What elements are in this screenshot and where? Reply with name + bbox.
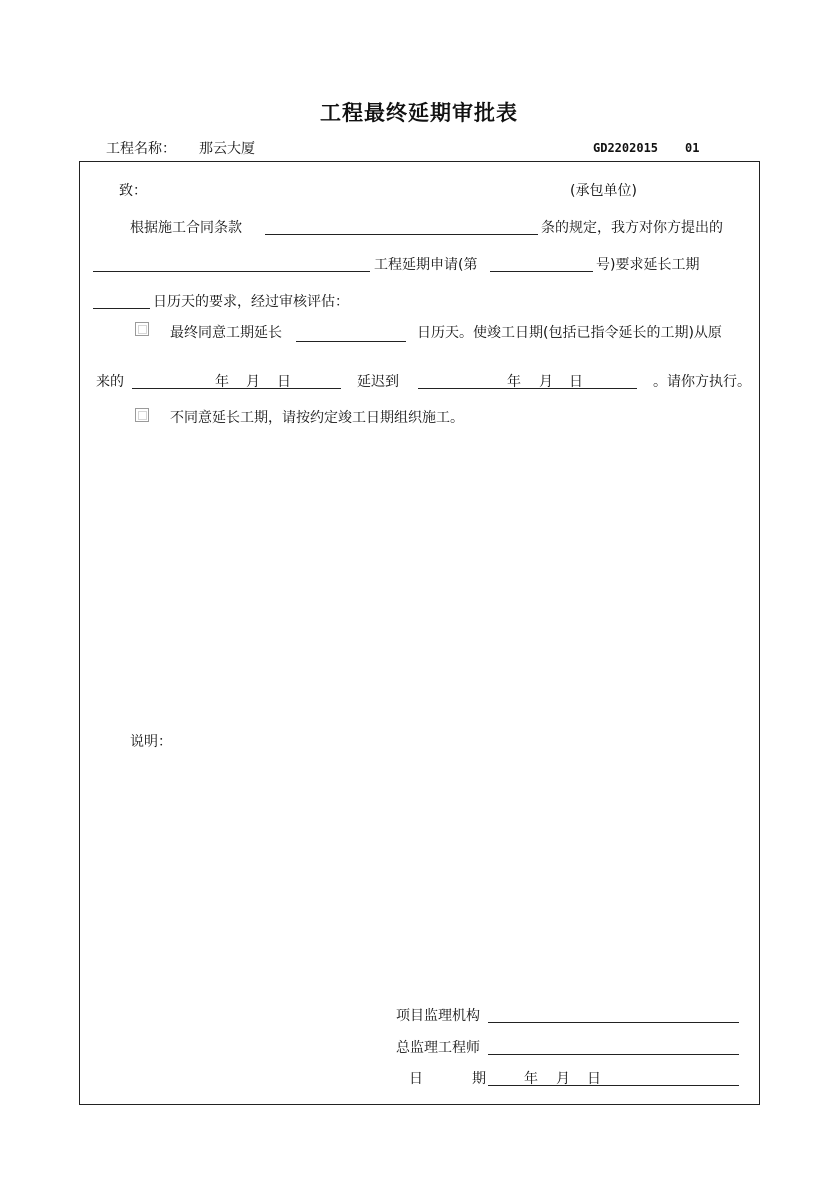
agree-checkbox[interactable]	[135, 322, 149, 336]
disagree-checkbox[interactable]	[135, 408, 149, 422]
delayed-to-label: 延迟到	[357, 374, 399, 390]
contract-clause-blank[interactable]	[265, 234, 538, 235]
new-date-year: 年	[507, 374, 521, 390]
project-name-label: 工程名称：	[106, 141, 176, 157]
requested-days-blank[interactable]	[93, 308, 150, 309]
execute-text: 。请你方执行。	[653, 374, 751, 390]
supervision-org-blank[interactable]	[488, 1022, 739, 1023]
disagree-text: 不同意延长工期，请按约定竣工日期组织施工。	[170, 410, 464, 426]
contract-clause-suffix: 条的规定，我方对你方提出的	[541, 220, 723, 236]
agree-prefix: 最终同意工期延长	[170, 325, 282, 341]
contractor-label: (承包单位)	[570, 183, 637, 199]
new-date-day: 日	[569, 374, 583, 390]
contract-clause-prefix: 根据施工合同条款	[130, 220, 242, 236]
extension-request-label: 工程延期申请(第	[374, 257, 478, 273]
sign-date-label-1: 日	[409, 1071, 423, 1087]
request-number-blank[interactable]	[490, 271, 593, 272]
form-code: GD2202015	[593, 141, 659, 155]
sign-date-year: 年	[524, 1071, 538, 1087]
form-serial: 01	[685, 141, 700, 155]
sign-date-day: 日	[587, 1071, 601, 1087]
new-date-blank[interactable]	[418, 388, 637, 389]
project-blank[interactable]	[93, 271, 370, 272]
evaluation-text: 日历天的要求，经过审核评估：	[153, 294, 349, 310]
to-label: 致：	[119, 183, 147, 199]
agree-suffix: 日历天。使竣工日期(包括已指令延长的工期)从原	[417, 325, 722, 341]
approved-days-blank[interactable]	[296, 341, 406, 342]
extension-request-suffix: 号)要求延长工期	[596, 257, 700, 273]
sign-date-month: 月	[556, 1071, 570, 1087]
original-date-blank[interactable]	[132, 388, 341, 389]
page-title: 工程最终延期审批表	[320, 100, 518, 125]
remarks-label: 说明：	[130, 734, 172, 750]
original-date-day: 日	[277, 374, 291, 390]
original-from-label: 来的	[96, 374, 124, 390]
original-date-month: 月	[246, 374, 260, 390]
supervision-org-label: 项目监理机构	[396, 1008, 480, 1024]
project-name-value: 那云大厦	[199, 141, 255, 157]
sign-date-label-2: 期	[472, 1071, 486, 1087]
original-date-year: 年	[215, 374, 229, 390]
new-date-month: 月	[539, 374, 553, 390]
chief-engineer-label: 总监理工程师	[396, 1040, 480, 1056]
chief-engineer-blank[interactable]	[488, 1054, 739, 1055]
